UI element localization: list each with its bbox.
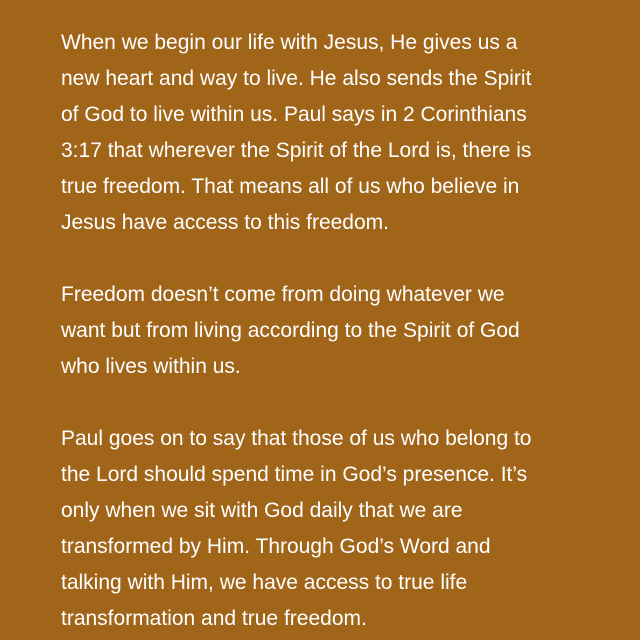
paragraph-gap: [61, 241, 621, 277]
text-line: Jesus have access to this freedom.: [61, 211, 389, 234]
text-line: transformation and true freedom.: [61, 607, 367, 630]
paragraph-3: [61, 421, 621, 637]
devotional-text: [61, 25, 621, 637]
paragraph-2: [61, 277, 621, 385]
text-line: 3:17 that wherever the Spirit of the Lord is, there is: [61, 139, 532, 162]
paragraph-gap: [61, 385, 621, 421]
text-line: Paul goes on to say that those of us who belong to: [61, 427, 532, 450]
text-line: of God to live within us. Paul says in 2 Corinthians: [61, 103, 527, 126]
text-line: who lives within us.: [61, 355, 241, 378]
text-line: the Lord should spend time in God’s presence. It’s: [61, 463, 528, 486]
text-line: want but from living according to the Spirit of God: [61, 319, 520, 342]
text-line: only when we sit with God daily that we are: [61, 499, 463, 522]
text-line: true freedom. That means all of us who believe in: [61, 175, 520, 198]
text-line: When we begin our life with Jesus, He gives us a: [61, 31, 518, 54]
text-line: talking with Him, we have access to true life: [61, 571, 468, 594]
text-line: Freedom doesn’t come from doing whatever we: [61, 283, 505, 306]
paragraph-1: [61, 25, 621, 241]
text-line: transformed by Him. Through God’s Word and: [61, 535, 491, 558]
text-line: new heart and way to live. He also sends the Spirit: [61, 67, 532, 90]
